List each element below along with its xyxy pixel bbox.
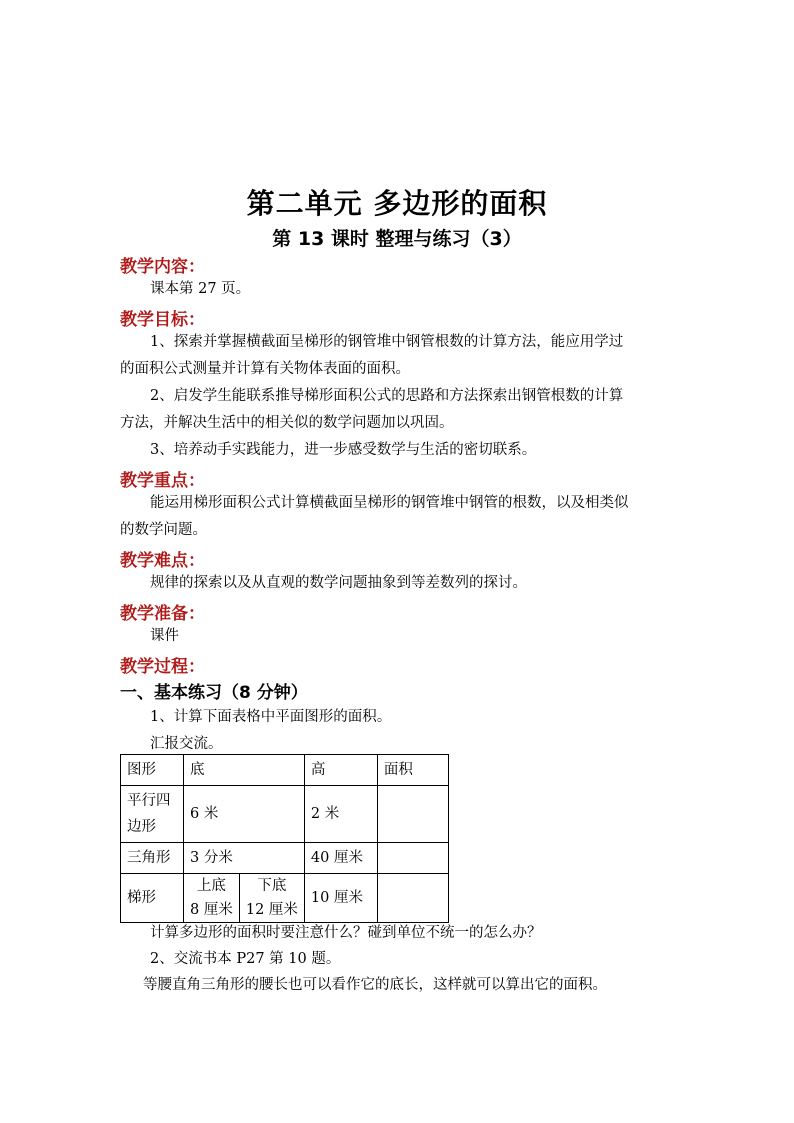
goal-line: 方法，并解决生活中的相关似的数学问题加以巩固。	[120, 415, 454, 431]
table-row	[121, 843, 449, 874]
shape-cell: 三角形	[121, 843, 184, 874]
content-text: 课本第 27 页。	[150, 281, 251, 297]
part1-title: 一、基本练习（8 分钟）	[120, 683, 308, 703]
focus-heading: 教学重点：	[120, 471, 205, 491]
goal-line: 1、探索并掌握横截面呈梯形的钢管堆中钢管根数的计算方法，能应用学过	[150, 334, 624, 350]
height-cell: 10 厘米	[304, 874, 377, 923]
lower-base-value: 12 厘米	[245, 902, 298, 918]
lesson-subtitle: 第 13 课时 整理与练习（3）	[272, 228, 522, 250]
area-cell	[377, 786, 448, 843]
table-header-row	[121, 755, 449, 786]
base-cell: 3 分米	[184, 843, 305, 874]
table-row	[121, 786, 449, 843]
shape-line: 边形	[127, 819, 156, 835]
note-text: 等腰直角三角形的腰长也可以看作它的底长，这样就可以算出它的面积。	[143, 977, 607, 993]
goal-line: 2、启发学生能联系推导梯形面积公式的思路和方法探索出钢管根数的计算	[150, 388, 624, 404]
goal-line: 的面积公式测量并计算有关物体表面的面积。	[120, 361, 410, 377]
process-heading: 教学过程：	[120, 657, 205, 677]
focus-line: 能运用梯形面积公式计算横截面呈梯形的钢管堆中钢管的根数，以及相类似	[150, 495, 629, 511]
area-cell	[377, 874, 448, 923]
table-header-cell: 高	[304, 755, 377, 786]
table-header-cell: 图形	[121, 755, 184, 786]
question-2: 2、交流书本 P27 第 10 题。	[150, 951, 341, 967]
base-cell: 6 米	[184, 786, 305, 843]
content-heading: 教学内容：	[120, 257, 205, 277]
attention-question: 计算多边形的面积时要注意什么？碰到单位不统一的怎么办？	[150, 925, 542, 941]
table-row	[121, 874, 449, 923]
area-table	[120, 754, 449, 923]
lower-base-cell	[239, 874, 304, 923]
unit-title: 第二单元 多边形的面积	[246, 187, 548, 220]
upper-base-cell	[184, 874, 240, 923]
area-cell	[377, 843, 448, 874]
shape-cell: 梯形	[121, 874, 184, 923]
shape-line: 平行四	[127, 793, 171, 809]
goals-heading: 教学目标：	[120, 310, 205, 330]
height-cell: 2 米	[304, 786, 377, 843]
prep-text: 课件	[150, 628, 179, 644]
focus-line: 的数学问题。	[120, 522, 207, 538]
report-text: 汇报交流。	[150, 736, 223, 752]
upper-base-value: 8 厘米	[190, 902, 233, 918]
difficulty-text: 规律的探索以及从直观的数学问题抽象到等差数列的探讨。	[150, 575, 527, 591]
question-1: 1、计算下面表格中平面图形的面积。	[150, 709, 392, 725]
prep-heading: 教学准备：	[120, 604, 205, 624]
table-header-cell: 底	[184, 755, 305, 786]
height-cell: 40 厘米	[304, 843, 377, 874]
table-header-cell: 面积	[377, 755, 448, 786]
difficulty-heading: 教学难点：	[120, 551, 205, 571]
goal-line: 3、培养动手实践能力，进一步感受数学与生活的密切联系。	[150, 442, 537, 458]
shape-cell	[121, 786, 184, 843]
lower-base-label: 下底	[257, 878, 287, 894]
upper-base-label: 上底	[196, 878, 226, 894]
